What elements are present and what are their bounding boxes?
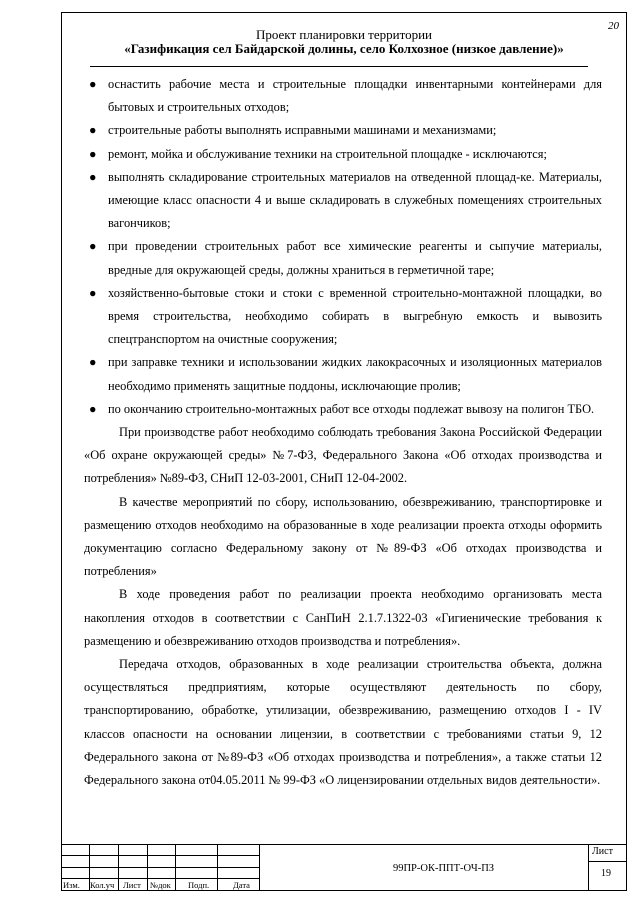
stamp-col-label: Кол.уч	[90, 880, 115, 890]
stamp-col-label: Подп.	[188, 880, 210, 890]
bullet-icon: ●	[89, 77, 97, 91]
stamp-col-label: Лист	[123, 880, 141, 890]
bullet-item: ● выполнять складирование строительных материалов на отведенной площад-ке. Материалы, имеющие класс опасности 4 и выше складировать в служебных помещениях строительных вагончиков;	[84, 166, 602, 236]
paragraph: В ходе проведения работ по реализации проекта необходимо организовать места накопления отходов в соответствии с СанПиН 2.1.7.1322-03 «Гигиенические требования к размещению и обезвреживанию отходов производства и потребления».	[84, 587, 602, 648]
bullet-item: ● строительные работы выполнять исправными машинами и механизмами;	[84, 119, 602, 142]
bullet-icon: ●	[89, 146, 97, 161]
bullet-item: ● ремонт, мойка и обслуживание техники на строительной площадке - исключаются;	[84, 143, 602, 166]
stamp-col-label: Дата	[233, 880, 250, 890]
title-block	[61, 844, 627, 891]
stamp-col-label: №док	[150, 880, 171, 890]
bullet-item: ● оснастить рабочие места и строительные площадки инвентарными контейнерами для бытовых и строительных отходов;	[84, 73, 602, 119]
bullet-icon: ●	[89, 401, 97, 416]
bullet-item: ● по окончанию строительно-монтажных работ все отходы подлежат вывозу на полигон ТБО.	[84, 398, 602, 421]
bullet-icon: ●	[89, 169, 97, 184]
document-body	[84, 73, 602, 792]
paragraph: Передача отходов, образованных в ходе реализации строительства объекта, должна осуществляться предприятиям, которые осуществляют деятельность по сбору, транспортированию, обработке, утилизации, обезвреживанию, размещению отходов I - IV классов опасности на основании лицензии, в соответствии с требованиями статьи 9, 12 Федерального закона от №89-ФЗ «Об отходах производства и потребления», а также статьи 12 Федерального закона от04.05.2011 № 99-ФЗ «О лицензировании отдельных видов деятельности».	[84, 657, 602, 788]
paragraph: В качестве мероприятий по сбору, использованию, обезвреживанию, транспортировке и размещению отходов необходимо на образованные в ходе реализации проекта отходы оформить документацию согласно Федеральному закону от №89-ФЗ «Об отходах производства и потребления»	[84, 494, 602, 579]
header-title: Проект планировки территории	[255, 27, 432, 42]
header-divider	[90, 66, 588, 67]
sheet-number: 19	[601, 868, 611, 879]
bullet-icon: ●	[89, 355, 97, 370]
bullet-icon: ●	[89, 123, 97, 138]
document-code: 99ПР-ОК-ППТ-ОЧ-ПЗ	[392, 863, 495, 874]
bullet-icon: ●	[89, 285, 97, 300]
sheet-label: Лист	[592, 846, 613, 857]
corner-page-number: 20	[608, 20, 619, 32]
bullet-list	[84, 73, 602, 421]
bullet-item: ● при проведении строительных работ все химические реагенты и сыпучие материалы, вредные для окружающей среды, должны храниться в герметичной таре;	[84, 235, 602, 281]
paragraph: При производстве работ необходимо соблюдать требования Закона Российской Федерации «Об охране окружающей среды» №7-ФЗ, Федерального Закона «Об отходах производства и потребления» №89-ФЗ, СНиП 12-03-2001, СНиП 12-04-2002.	[84, 425, 602, 486]
stamp-col-label: Изм.	[63, 880, 80, 890]
bullet-icon: ●	[89, 239, 97, 254]
bullet-item: ● при заправке техники и использовании жидких лакокрасочных и изоляционных материалов необходимо применять защитные поддоны, исключающие пролив;	[84, 351, 602, 397]
bullet-item: ● хозяйственно-бытовые стоки и стоки с временной строительно-монтажной площадки, во время строительства, необходимо собирать в выгребную емкость и вывозить спецтранспортом на очистные сооружения;	[84, 282, 602, 352]
header-project-name: «Газификация сел Байдарской долины, село Колхозное (низкое давление)»	[124, 41, 564, 56]
